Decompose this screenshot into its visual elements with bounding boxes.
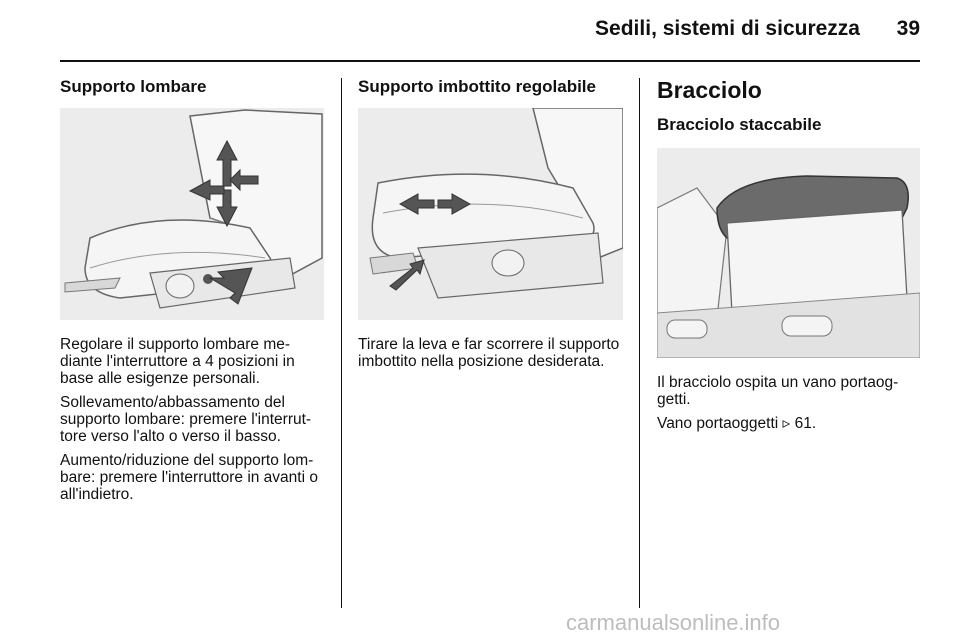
section-lumbar-support — [60, 76, 324, 510]
column-divider — [639, 78, 640, 608]
page-header-title: Sedili, sistemi di sicurezza — [595, 17, 860, 40]
watermark: carmanualsonline.info — [566, 610, 781, 635]
page-number: 39 — [896, 17, 920, 40]
subsection-heading: Bracciolo staccabile — [657, 115, 822, 134]
paragraph: Aumento/riduzione del supporto lom-bare: premere l'interruttore in avanti o all'indietro. — [60, 452, 318, 503]
paragraph: Tirare la leva e far scorrere il supporto imbottito nella posizione desiderata. — [358, 336, 620, 370]
section-armrest — [657, 76, 920, 439]
header-rule — [60, 60, 920, 62]
cushion-support-illustration — [358, 108, 623, 320]
paragraph: Sollevamento/abbassamento del supporto lombare: premere l'interrut-tore verso l'alto o verso il basso. — [60, 394, 312, 445]
cross-reference — [657, 415, 920, 432]
paragraph: Regolare il supporto lombare me-diante l'interruttore a 4 posizioni in base alle esigenze personali. — [60, 336, 295, 387]
section-heading: Supporto imbottito regolabile — [358, 77, 596, 96]
reference-arrow-icon: ▹ — [782, 415, 791, 432]
paragraph: Il bracciolo ospita un vano portaog-getti. — [657, 374, 899, 408]
armrest-illustration — [657, 148, 920, 358]
reference-label: Vano portaoggetti — [657, 415, 779, 432]
section-adjustable-cushion — [358, 76, 623, 377]
chapter-heading: Bracciolo — [657, 77, 762, 103]
reference-page[interactable]: 61. — [794, 415, 817, 432]
lumbar-support-illustration — [60, 108, 324, 320]
column-divider — [341, 78, 342, 608]
section-heading: Supporto lombare — [60, 77, 207, 96]
